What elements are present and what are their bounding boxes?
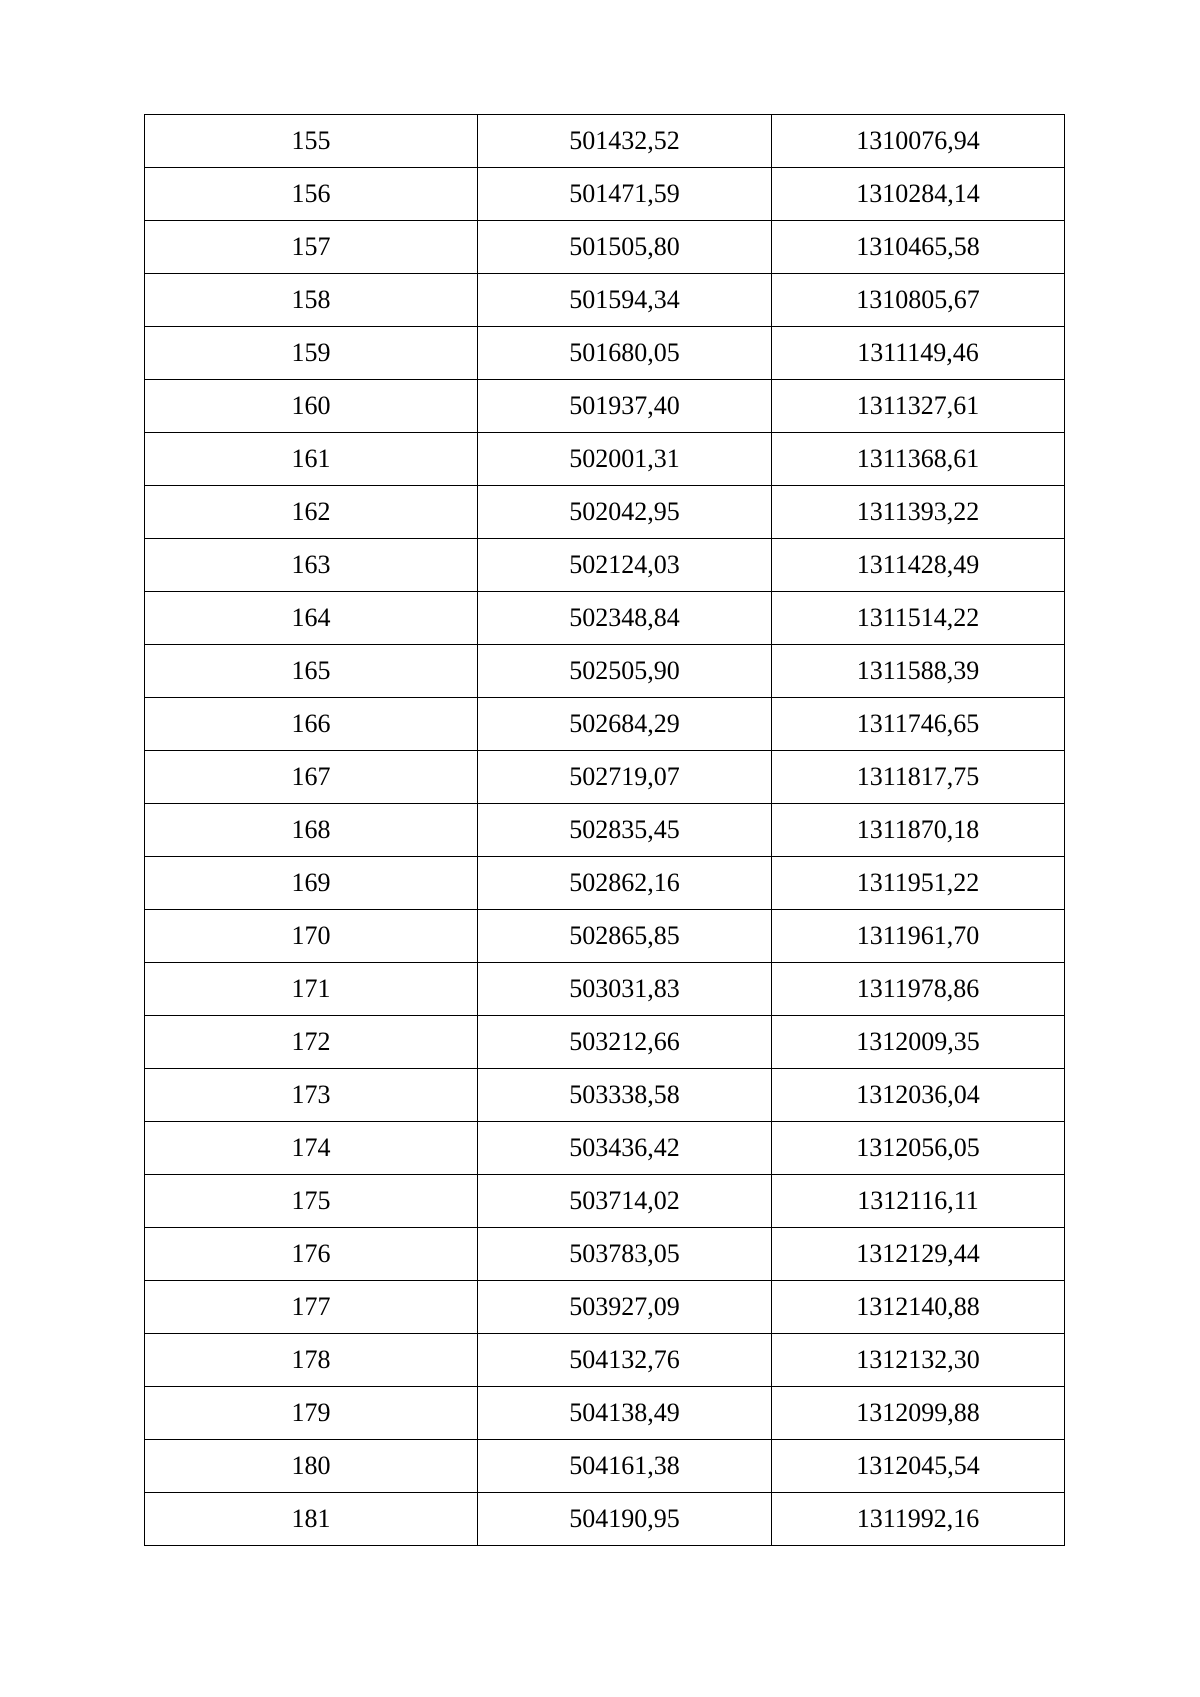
point-number-cell: 175 [145, 1175, 478, 1228]
x-coordinate-cell: 503783,05 [478, 1228, 772, 1281]
x-coordinate-cell: 503031,83 [478, 963, 772, 1016]
y-coordinate-cell: 1312129,44 [772, 1228, 1065, 1281]
x-coordinate-cell: 503436,42 [478, 1122, 772, 1175]
table-row [145, 274, 1065, 327]
x-coordinate-cell: 502865,85 [478, 910, 772, 963]
y-coordinate-cell: 1311992,16 [772, 1493, 1065, 1546]
table-row [145, 486, 1065, 539]
point-number-cell: 180 [145, 1440, 478, 1493]
y-coordinate-cell: 1312099,88 [772, 1387, 1065, 1440]
point-number-cell: 155 [145, 115, 478, 168]
table-row [145, 698, 1065, 751]
table-row [145, 645, 1065, 698]
table-row [145, 1334, 1065, 1387]
point-number-cell: 165 [145, 645, 478, 698]
table-row [145, 433, 1065, 486]
x-coordinate-cell: 501937,40 [478, 380, 772, 433]
y-coordinate-cell: 1311393,22 [772, 486, 1065, 539]
point-number-cell: 173 [145, 1069, 478, 1122]
x-coordinate-cell: 504132,76 [478, 1334, 772, 1387]
x-coordinate-cell: 501432,52 [478, 115, 772, 168]
x-coordinate-cell: 501471,59 [478, 168, 772, 221]
y-coordinate-cell: 1311368,61 [772, 433, 1065, 486]
y-coordinate-cell: 1311817,75 [772, 751, 1065, 804]
y-coordinate-cell: 1312036,04 [772, 1069, 1065, 1122]
y-coordinate-cell: 1311870,18 [772, 804, 1065, 857]
point-number-cell: 178 [145, 1334, 478, 1387]
x-coordinate-cell: 503212,66 [478, 1016, 772, 1069]
y-coordinate-cell: 1312116,11 [772, 1175, 1065, 1228]
point-number-cell: 160 [145, 380, 478, 433]
table-row [145, 910, 1065, 963]
point-number-cell: 157 [145, 221, 478, 274]
coordinates-table-body [145, 115, 1065, 1546]
y-coordinate-cell: 1311327,61 [772, 380, 1065, 433]
point-number-cell: 174 [145, 1122, 478, 1175]
x-coordinate-cell: 502001,31 [478, 433, 772, 486]
x-coordinate-cell: 502684,29 [478, 698, 772, 751]
x-coordinate-cell: 502505,90 [478, 645, 772, 698]
x-coordinate-cell: 502835,45 [478, 804, 772, 857]
x-coordinate-cell: 502124,03 [478, 539, 772, 592]
point-number-cell: 176 [145, 1228, 478, 1281]
y-coordinate-cell: 1312045,54 [772, 1440, 1065, 1493]
y-coordinate-cell: 1310076,94 [772, 115, 1065, 168]
table-row [145, 221, 1065, 274]
y-coordinate-cell: 1312140,88 [772, 1281, 1065, 1334]
x-coordinate-cell: 502862,16 [478, 857, 772, 910]
x-coordinate-cell: 503714,02 [478, 1175, 772, 1228]
point-number-cell: 166 [145, 698, 478, 751]
x-coordinate-cell: 504138,49 [478, 1387, 772, 1440]
x-coordinate-cell: 502042,95 [478, 486, 772, 539]
x-coordinate-cell: 501594,34 [478, 274, 772, 327]
table-row [145, 1387, 1065, 1440]
table-row [145, 1440, 1065, 1493]
x-coordinate-cell: 502719,07 [478, 751, 772, 804]
table-row [145, 963, 1065, 1016]
table-row [145, 1228, 1065, 1281]
y-coordinate-cell: 1311951,22 [772, 857, 1065, 910]
y-coordinate-cell: 1310284,14 [772, 168, 1065, 221]
table-row [145, 857, 1065, 910]
coordinates-table [144, 114, 1065, 1546]
y-coordinate-cell: 1312132,30 [772, 1334, 1065, 1387]
table-row [145, 1493, 1065, 1546]
y-coordinate-cell: 1311514,22 [772, 592, 1065, 645]
y-coordinate-cell: 1311961,70 [772, 910, 1065, 963]
point-number-cell: 172 [145, 1016, 478, 1069]
x-coordinate-cell: 503338,58 [478, 1069, 772, 1122]
table-row [145, 539, 1065, 592]
x-coordinate-cell: 504190,95 [478, 1493, 772, 1546]
y-coordinate-cell: 1312009,35 [772, 1016, 1065, 1069]
table-row [145, 168, 1065, 221]
x-coordinate-cell: 501505,80 [478, 221, 772, 274]
point-number-cell: 161 [145, 433, 478, 486]
table-row [145, 380, 1065, 433]
point-number-cell: 158 [145, 274, 478, 327]
x-coordinate-cell: 504161,38 [478, 1440, 772, 1493]
point-number-cell: 156 [145, 168, 478, 221]
y-coordinate-cell: 1311588,39 [772, 645, 1065, 698]
y-coordinate-cell: 1311149,46 [772, 327, 1065, 380]
table-row [145, 592, 1065, 645]
table-row [145, 1122, 1065, 1175]
y-coordinate-cell: 1312056,05 [772, 1122, 1065, 1175]
table-row [145, 751, 1065, 804]
point-number-cell: 159 [145, 327, 478, 380]
table-row [145, 1069, 1065, 1122]
table-row [145, 1281, 1065, 1334]
y-coordinate-cell: 1311428,49 [772, 539, 1065, 592]
x-coordinate-cell: 503927,09 [478, 1281, 772, 1334]
point-number-cell: 177 [145, 1281, 478, 1334]
point-number-cell: 164 [145, 592, 478, 645]
y-coordinate-cell: 1311746,65 [772, 698, 1065, 751]
y-coordinate-cell: 1310465,58 [772, 221, 1065, 274]
point-number-cell: 170 [145, 910, 478, 963]
point-number-cell: 179 [145, 1387, 478, 1440]
table-row [145, 1016, 1065, 1069]
point-number-cell: 167 [145, 751, 478, 804]
table-row [145, 804, 1065, 857]
point-number-cell: 168 [145, 804, 478, 857]
point-number-cell: 162 [145, 486, 478, 539]
table-row [145, 327, 1065, 380]
table-row [145, 1175, 1065, 1228]
point-number-cell: 163 [145, 539, 478, 592]
point-number-cell: 181 [145, 1493, 478, 1546]
point-number-cell: 171 [145, 963, 478, 1016]
x-coordinate-cell: 502348,84 [478, 592, 772, 645]
y-coordinate-cell: 1310805,67 [772, 274, 1065, 327]
y-coordinate-cell: 1311978,86 [772, 963, 1065, 1016]
x-coordinate-cell: 501680,05 [478, 327, 772, 380]
table-row [145, 115, 1065, 168]
point-number-cell: 169 [145, 857, 478, 910]
